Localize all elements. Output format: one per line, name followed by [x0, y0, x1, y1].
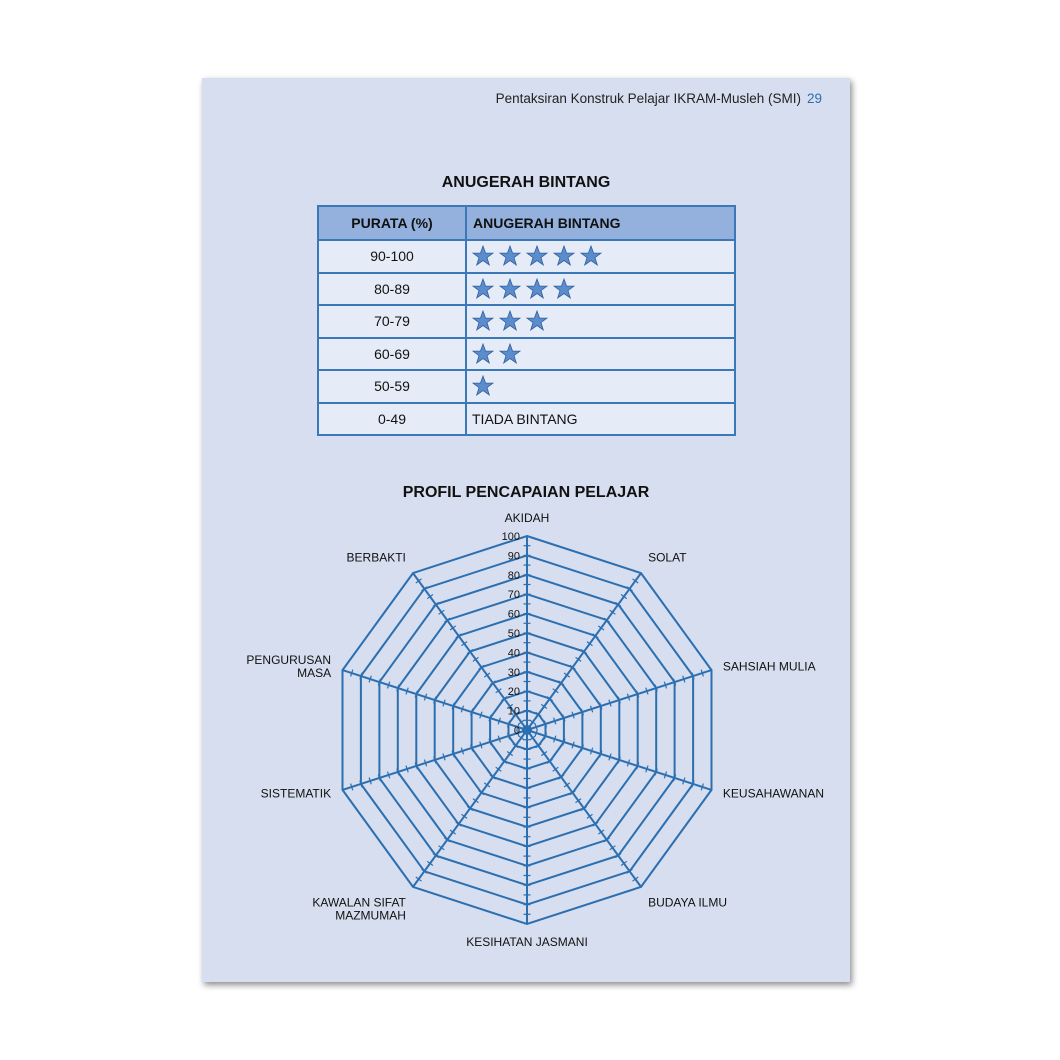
tick-label: 30 — [507, 666, 520, 679]
tick-label: 0 — [513, 725, 520, 737]
tick-label: 70 — [507, 589, 520, 602]
axis-label: PENGURUSAN — [246, 652, 332, 667]
axis-label: SAHSIAH MULIA — [722, 659, 816, 674]
star-icon — [499, 245, 521, 267]
average-range-cell: 60-69 — [318, 338, 466, 371]
tick-label: 80 — [507, 569, 520, 582]
table-row — [318, 370, 735, 403]
page-number: 29 — [806, 91, 822, 106]
axis-label: AKIDAH — [504, 511, 550, 525]
chart-title: PROFIL PENCAPAIAN PELAJAR — [402, 484, 650, 501]
award-table-body — [318, 240, 735, 435]
star-icon — [472, 375, 494, 397]
average-range-cell: 90-100 — [318, 240, 466, 273]
star-icon — [499, 278, 521, 300]
axis-label: MAZMUMAH — [335, 908, 406, 923]
tick-label: 60 — [507, 608, 520, 621]
average-range-cell: 70-79 — [318, 305, 466, 338]
column-header-average: PURATA (%) — [318, 206, 466, 240]
column-header-award: ANUGERAH BINTANG — [466, 206, 735, 240]
axis-label: MASA — [297, 665, 332, 680]
star-award-cell — [466, 273, 735, 306]
star-award-cell — [466, 338, 735, 371]
average-range-cell: 50-59 — [318, 370, 466, 403]
star-icon — [499, 343, 521, 365]
star-icon — [526, 310, 548, 332]
tick-label: 50 — [507, 628, 520, 640]
axis-label: KESIHATAN JASMANI — [466, 935, 588, 949]
award-table-header-row — [318, 206, 735, 240]
star-icon — [472, 343, 494, 365]
award-table — [317, 205, 736, 436]
star-icon — [472, 278, 494, 300]
star-award-cell — [466, 305, 735, 338]
star-icon — [553, 245, 575, 267]
table-row — [318, 403, 735, 436]
radar-chart — [202, 500, 850, 960]
star-icon — [499, 310, 521, 332]
axis-label: BUDAYA ILMU — [648, 895, 728, 910]
no-star-text: TIADA BINTANG — [472, 410, 578, 427]
star-icon — [553, 278, 575, 300]
star-icon — [472, 245, 494, 267]
axis-label: SOLAT — [648, 550, 687, 565]
star-award-cell — [466, 370, 735, 403]
star-icon — [526, 245, 548, 267]
award-table-title: ANUGERAH BINTANG — [441, 174, 611, 191]
average-range-cell: 0-49 — [318, 403, 466, 436]
running-header — [292, 91, 822, 106]
table-row — [318, 273, 735, 306]
star-icon — [472, 310, 494, 332]
star-award-cell — [466, 240, 735, 273]
tick-label: 10 — [507, 705, 520, 718]
table-row — [318, 305, 735, 338]
axis-label: SISTEMATIK — [260, 786, 332, 801]
tick-label: 90 — [507, 550, 520, 563]
average-range-cell: 80-89 — [318, 273, 466, 306]
axis-label: KEUSAHAWANAN — [722, 786, 825, 801]
star-award-cell — [466, 403, 735, 436]
table-row — [318, 338, 735, 371]
tick-label: 40 — [507, 647, 520, 660]
tick-label: 20 — [507, 686, 520, 699]
table-row — [318, 240, 735, 273]
running-title: Pentaksiran Konstruk Pelajar IKRAM-Musleh (SMI) — [495, 91, 801, 106]
axis-label: BERBAKTI — [346, 550, 406, 565]
star-icon — [526, 278, 548, 300]
star-icon — [580, 245, 602, 267]
axis-label: KAWALAN SIFAT — [312, 895, 406, 910]
tick-label: 100 — [501, 531, 520, 543]
